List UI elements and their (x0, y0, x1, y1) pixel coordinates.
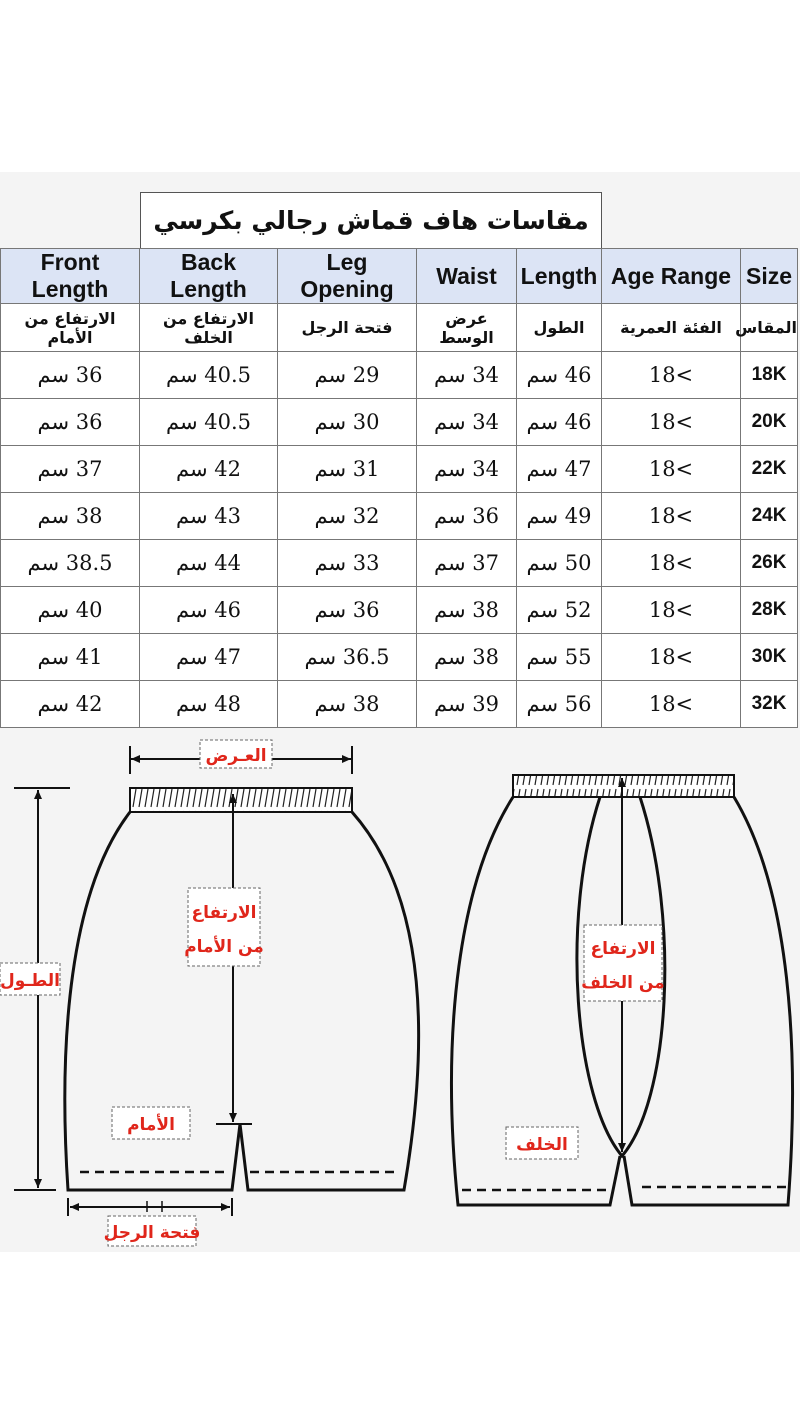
table-row (1, 446, 798, 493)
leg-opening-cell: 32 سم (278, 493, 417, 540)
age-range-cell: 18< (602, 681, 741, 728)
age-range-cell: 18< (602, 540, 741, 587)
age-range-cell: 18< (602, 352, 741, 399)
svg-text:الأمام: الأمام (127, 1115, 175, 1135)
header-row-arabic (1, 304, 798, 352)
size-cell: 28K (741, 587, 798, 634)
label-back-rise (581, 925, 664, 1001)
front-length-cell: 38.5 سم (1, 540, 140, 587)
waist-cell: 36 سم (417, 493, 517, 540)
col-header-age-range: Age Range (602, 249, 741, 304)
back-length-cell: 46 سم (140, 587, 278, 634)
age-range-cell: 18< (602, 399, 741, 446)
svg-text:الخلف: الخلف (516, 1135, 568, 1155)
waist-cell: 38 سم (417, 587, 517, 634)
front-length-cell: 36 سم (1, 352, 140, 399)
front-right-leg-outline (240, 812, 419, 1190)
col-header-leg-opening-ar: فتحة الرجل (278, 304, 417, 352)
svg-text:الارتفاع: الارتفاع (191, 903, 257, 923)
size-cell: 20K (741, 399, 798, 446)
back-length-cell: 47 سم (140, 634, 278, 681)
chart-title: مقاسات هاف قماش رجالي بكرسي (140, 192, 602, 248)
table-row (1, 634, 798, 681)
svg-text:الطـول: الطـول (0, 971, 60, 991)
col-header-front-length: Front Length (1, 249, 140, 304)
label-length (0, 963, 60, 995)
waist-cell: 38 سم (417, 634, 517, 681)
table-row (1, 399, 798, 446)
label-front (112, 1107, 190, 1139)
back-length-cell: 44 سم (140, 540, 278, 587)
front-length-cell: 36 سم (1, 399, 140, 446)
table-row (1, 352, 798, 399)
label-leg-opening (104, 1216, 201, 1246)
size-cell: 26K (741, 540, 798, 587)
col-header-front-length-ar: الارتفاع من الأمام (1, 304, 140, 352)
table-row (1, 587, 798, 634)
waist-cell: 34 سم (417, 446, 517, 493)
length-cell: 47 سم (517, 446, 602, 493)
label-front-rise (184, 888, 264, 966)
col-header-waist: Waist (417, 249, 517, 304)
front-length-cell: 40 سم (1, 587, 140, 634)
front-waistband (130, 788, 352, 812)
age-range-cell: 18< (602, 634, 741, 681)
length-cell: 56 سم (517, 681, 602, 728)
front-length-cell: 38 سم (1, 493, 140, 540)
leg-opening-cell: 31 سم (278, 446, 417, 493)
waist-cell: 34 سم (417, 352, 517, 399)
size-cell: 18K (741, 352, 798, 399)
back-length-cell: 43 سم (140, 493, 278, 540)
col-header-age-range-ar: الفئة العمرية (602, 304, 741, 352)
leg-opening-cell: 38 سم (278, 681, 417, 728)
back-waistband (513, 775, 734, 797)
label-back (506, 1127, 578, 1159)
svg-text:من الخلف: من الخلف (581, 973, 665, 993)
back-length-cell: 40.5 سم (140, 352, 278, 399)
svg-text:العـرض: العـرض (205, 746, 267, 766)
length-cell: 52 سم (517, 587, 602, 634)
size-cell: 22K (741, 446, 798, 493)
length-cell: 46 سم (517, 399, 602, 446)
svg-text:من الأمام: من الأمام (184, 937, 264, 957)
back-length-cell: 48 سم (140, 681, 278, 728)
size-cell: 24K (741, 493, 798, 540)
col-header-leg-opening: Leg Opening (278, 249, 417, 304)
col-header-back-length: Back Length (140, 249, 278, 304)
front-view-shorts (14, 746, 419, 1216)
col-header-length: Length (517, 249, 602, 304)
label-width (200, 740, 272, 768)
header-row-english (1, 249, 798, 304)
svg-text:فتحة الرجل: فتحة الرجل (103, 1223, 201, 1243)
col-header-back-length-ar: الارتفاع من الخلف (140, 304, 278, 352)
leg-opening-cell: 29 سم (278, 352, 417, 399)
front-length-cell: 37 سم (1, 446, 140, 493)
table-row (1, 493, 798, 540)
size-cell: 30K (741, 634, 798, 681)
svg-text:الارتفاع: الارتفاع (590, 939, 656, 959)
length-cell: 49 سم (517, 493, 602, 540)
waist-cell: 39 سم (417, 681, 517, 728)
size-table (0, 248, 798, 728)
col-header-length-ar: الطول (517, 304, 602, 352)
waist-cell: 37 سم (417, 540, 517, 587)
shorts-measurement-diagram (0, 720, 800, 1260)
leg-opening-cell: 36 سم (278, 587, 417, 634)
age-range-cell: 18< (602, 446, 741, 493)
length-cell: 50 سم (517, 540, 602, 587)
front-length-cell: 41 سم (1, 634, 140, 681)
back-length-cell: 40.5 سم (140, 399, 278, 446)
col-header-waist-ar: عرض الوسط (417, 304, 517, 352)
leg-opening-cell: 36.5 سم (278, 634, 417, 681)
table-row (1, 540, 798, 587)
back-length-cell: 42 سم (140, 446, 278, 493)
leg-opening-cell: 33 سم (278, 540, 417, 587)
size-cell: 32K (741, 681, 798, 728)
col-header-size-ar: المقاس (741, 304, 798, 352)
length-cell: 46 سم (517, 352, 602, 399)
leg-opening-cell: 30 سم (278, 399, 417, 446)
age-range-cell: 18< (602, 587, 741, 634)
front-length-cell: 42 سم (1, 681, 140, 728)
length-cell: 55 سم (517, 634, 602, 681)
waist-cell: 34 سم (417, 399, 517, 446)
col-header-size: Size (741, 249, 798, 304)
age-range-cell: 18< (602, 493, 741, 540)
